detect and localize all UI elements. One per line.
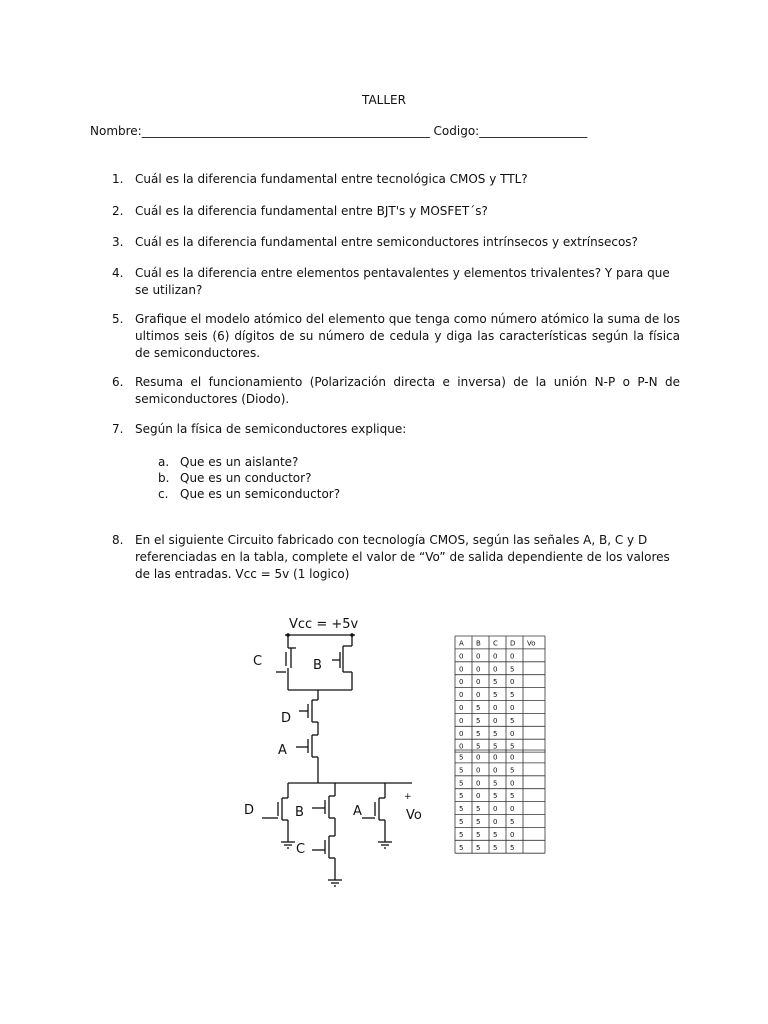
table-cell: 5 xyxy=(510,843,515,852)
table-cell: 0 xyxy=(459,729,464,738)
gate-label-c-top: C xyxy=(253,654,263,669)
table-cell: 5 xyxy=(510,818,515,826)
question-text: Resuma el funcionamiento (Polarización directa e inversa) de la unión N-P o P-N de semiconductores (Diodo). xyxy=(135,375,680,406)
table-cell: 0 xyxy=(476,766,481,775)
table-cell: 5 xyxy=(510,766,515,775)
subitem-label: c. xyxy=(158,487,169,501)
table-cell: 0 xyxy=(510,652,515,661)
table-cell: 5 xyxy=(476,729,481,738)
question-number: 6. xyxy=(112,375,124,389)
vcc-label: Vcc = +5v xyxy=(289,617,359,632)
table-cell: 5 xyxy=(476,805,481,814)
table-cell: 5 xyxy=(459,792,464,801)
subitem-text: Que es un aislante? xyxy=(180,455,299,469)
table-cell: 5 xyxy=(459,818,464,826)
name-code-line: Nombre:________________________________________________ Codigo:__________________ xyxy=(90,124,588,138)
question-text: Según la física de semiconductores explique: xyxy=(135,422,407,436)
table-cell: 0 xyxy=(476,665,481,674)
table-cell: 5 xyxy=(510,792,515,801)
table-cell: 0 xyxy=(493,818,498,826)
gate-label-c-bottom: C xyxy=(296,842,306,857)
table-cell: 5 xyxy=(459,843,464,852)
question-number: 4. xyxy=(112,266,124,280)
subitem-text: Que es un semiconductor? xyxy=(180,487,341,501)
question-number: 2. xyxy=(112,204,124,218)
gate-label-d-bottom: D xyxy=(244,803,255,818)
question-number: 3. xyxy=(112,235,124,249)
table-cell: 5 xyxy=(459,830,464,839)
question-number: 1. xyxy=(112,172,124,186)
table-cell: 5 xyxy=(493,729,498,738)
table-cell: 0 xyxy=(459,704,464,712)
table-cell: 0 xyxy=(493,766,498,775)
table-cell: 0 xyxy=(493,665,498,674)
table-cell: 5 xyxy=(493,691,498,700)
gate-label-a-bottom: A xyxy=(353,804,362,819)
table-cell: 0 xyxy=(459,652,464,661)
gate-label-b-bottom: B xyxy=(295,805,304,820)
table-cell: 5 xyxy=(476,704,481,712)
question-text: En el siguiente Circuito fabricado con tecnología CMOS, según las señales A, B, C y D referenciadas en la tabla, complete el valor de “Vo” de salida dependiente de los valores de las entradas. Vcc = 5v (1 logico) xyxy=(135,533,670,581)
table-cell: 5 xyxy=(459,779,464,788)
question-number: 7. xyxy=(112,422,124,436)
output-label-vo: Vo xyxy=(406,808,422,823)
table-cell: 5 xyxy=(493,779,498,788)
table-cell: 0 xyxy=(493,753,498,762)
question-text: Cuál es la diferencia entre elementos pentavalentes y elementos trivalentes? Y para que se utilizan? xyxy=(135,266,670,297)
table-cell: 0 xyxy=(510,779,515,788)
table-cell: 0 xyxy=(510,830,515,839)
table-cell: 0 xyxy=(476,753,481,762)
subitem-text: Que es un conductor? xyxy=(180,471,312,485)
table-cell: 5 xyxy=(459,766,464,775)
question-number: 8. xyxy=(112,533,124,547)
table-cell: 0 xyxy=(459,665,464,674)
table-cell: 0 xyxy=(510,704,515,712)
table-header-cell: Vo xyxy=(527,639,536,648)
table-cell: 0 xyxy=(459,716,464,725)
table-cell: 0 xyxy=(476,792,481,801)
table-header-cell: A xyxy=(459,639,464,648)
table-cell: 0 xyxy=(493,704,498,712)
table-cell: 0 xyxy=(476,779,481,788)
table-cell: 5 xyxy=(459,805,464,814)
table-cell: 5 xyxy=(476,716,481,725)
table-cell: 0 xyxy=(510,753,515,762)
table-cell: 0 xyxy=(510,729,515,738)
subitem-label: b. xyxy=(158,471,170,485)
table-header-cell: B xyxy=(476,639,481,648)
table-cell: 5 xyxy=(493,678,498,687)
table-cell: 5 xyxy=(493,843,498,852)
table-cell: 5 xyxy=(476,742,481,751)
table-cell: 5 xyxy=(493,792,498,801)
subitem-label: a. xyxy=(158,455,170,469)
table-header-cell: C xyxy=(493,639,498,648)
page-title: TALLER xyxy=(362,93,406,107)
table-cell: 5 xyxy=(510,716,515,725)
question-text: Grafique el modelo atómico del elemento que tenga como número atómico la suma de los ultimos seis (6) dígitos de su número de cedula y diga las características según la física de semiconductores. xyxy=(135,312,680,360)
gate-label-a-mid: A xyxy=(278,743,287,758)
table-cell: 0 xyxy=(459,742,464,751)
table-cell: 5 xyxy=(476,818,481,826)
table-cell: 0 xyxy=(510,678,515,687)
table-header-cell: D xyxy=(510,639,516,648)
table-cell: 0 xyxy=(476,678,481,687)
table-cell: 5 xyxy=(459,753,464,762)
table-cell: 0 xyxy=(510,805,515,814)
table-cell: 5 xyxy=(493,742,498,751)
question-text: Cuál es la diferencia fundamental entre semiconductores intrínsecos y extrínsecos? xyxy=(135,235,638,249)
table-cell: 0 xyxy=(459,691,464,700)
question-text: Cuál es la diferencia fundamental entre BJT's y MOSFET´s? xyxy=(135,204,488,218)
table-cell: 0 xyxy=(493,716,498,725)
table-cell: 0 xyxy=(476,652,481,661)
plus-sign: + xyxy=(404,792,412,802)
question-text: Cuál es la diferencia fundamental entre tecnológica CMOS y TTL? xyxy=(135,172,528,186)
table-cell: 5 xyxy=(493,830,498,839)
table-cell: 0 xyxy=(459,678,464,687)
table-cell: 0 xyxy=(493,805,498,814)
gate-label-d-mid: D xyxy=(281,711,292,726)
table-cell: 0 xyxy=(476,691,481,700)
table-cell: 5 xyxy=(510,742,515,751)
table-cell: 0 xyxy=(493,652,498,661)
question-number: 5. xyxy=(112,312,124,326)
table-cell: 5 xyxy=(476,843,481,852)
table-cell: 5 xyxy=(510,691,515,700)
gate-label-b-top: B xyxy=(313,658,322,673)
table-cell: 5 xyxy=(510,665,515,674)
table-cell: 5 xyxy=(476,830,481,839)
